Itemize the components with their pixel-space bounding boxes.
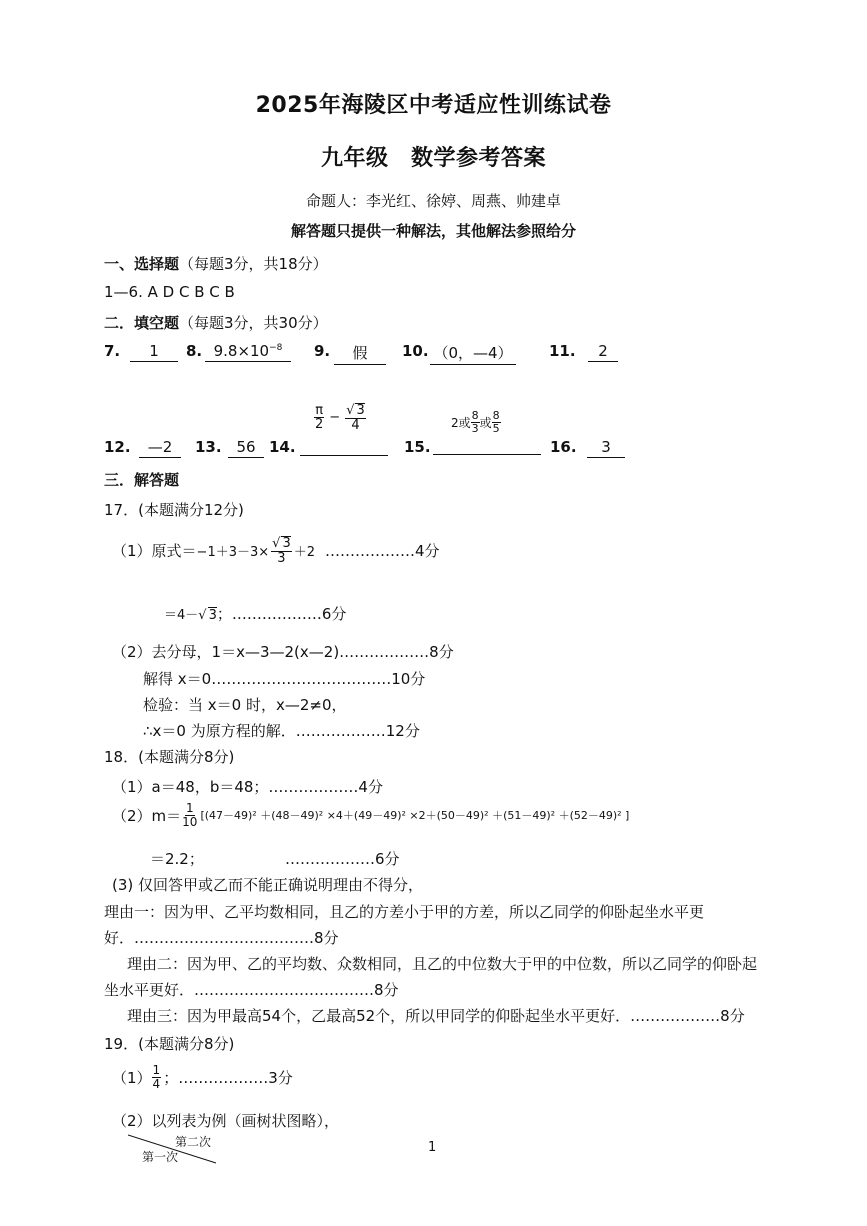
- q14-four: 4: [351, 417, 360, 433]
- q15-fraction-2: $\frac{8}{5}$: [492, 409, 500, 435]
- q15-answer: [433, 410, 541, 455]
- table-left-label: 第一次: [142, 1150, 179, 1164]
- q19-part2: （2）以列表为例（画树状图略），: [112, 1112, 340, 1130]
- q18-reason1-line1: 理由一：因为甲、乙平均数相同，且乙的方差小于甲的方差，所以乙同学的仰卧起坐水平更: [104, 903, 705, 921]
- q17-part1-result: ＝4－√ 3；………………6分: [164, 605, 347, 623]
- q17-p1-points: ………………4分: [325, 542, 440, 561]
- q19-heading: 19．(本题满分8分): [104, 1035, 235, 1053]
- q17-part2-line1: （2）去分母，1＝x—3—2(x—2)………………8分: [112, 643, 454, 661]
- q14-number: 14.: [269, 438, 296, 456]
- q14-minus: −: [329, 410, 341, 426]
- q17-part2-line3: 检验：当 x＝0 时，x—2≠0，: [143, 696, 347, 714]
- section-2-points: （每题3分，共30分）: [179, 314, 328, 332]
- q18-part2-result: ＝2.2；: [150, 850, 204, 868]
- q9-number: 9.: [314, 342, 331, 360]
- q19-p1-fraction: $\frac{1}{4}$: [152, 1063, 161, 1091]
- q19-part1: （1） $\frac{1}{4}$ ；………………3分: [112, 1063, 293, 1091]
- q14-answer: [300, 403, 388, 456]
- grading-note: 解答题只提供一种解法，其他解法参照给分: [290, 222, 576, 240]
- q8-number: 8.: [186, 342, 203, 360]
- page-number: 1: [428, 1140, 437, 1155]
- q18-reason2-line2: 坐水平更好．………………………………8分: [104, 981, 399, 999]
- q17-p1-label: （1）原式＝: [112, 542, 197, 561]
- q12-answer: —2: [139, 438, 181, 458]
- q10-answer: （0，—4）: [430, 342, 516, 365]
- q15-number: 15.: [404, 438, 431, 456]
- q14-pi: π: [315, 402, 324, 418]
- q17-p1-tail: ＋2: [293, 545, 316, 561]
- q13-number: 13.: [195, 438, 222, 456]
- section-3-heading: 三．解答题: [104, 471, 180, 489]
- q9-answer: 假: [334, 342, 386, 365]
- q8-answer-exponent: −8: [269, 343, 283, 353]
- q17-p1-expr: −1＋3－3×: [196, 545, 270, 561]
- q18-part3: (3) 仅回答甲或乙而不能正确说明理由不得分，: [112, 876, 424, 894]
- q8-answer-base: 9.8×10: [213, 342, 270, 360]
- section-2-heading: [104, 312, 328, 333]
- q16-answer: 3: [587, 438, 625, 458]
- q17-heading: 17．(本题满分12分): [104, 501, 244, 519]
- q18-part2: [112, 802, 629, 828]
- q11-answer: 2: [588, 342, 618, 362]
- section-1-answers: 1—6. A D C B C B: [104, 283, 235, 301]
- q18-heading: 18．(本题满分8分): [104, 748, 235, 766]
- q15-fraction-1: $\frac{8}{3}$: [471, 409, 479, 435]
- q18-p2-expr: [(47－49)² ＋(48－49)² ×4＋(49－49)² ×2＋(50－49)² ＋(51－49)² ＋(52－49)² ]: [200, 809, 630, 823]
- q17-part2-line2: 解得 x＝0………………………………10分: [143, 670, 426, 688]
- q15-or: 或: [479, 415, 492, 430]
- q13-answer: 56: [228, 438, 264, 458]
- q14-two: 2: [315, 417, 324, 433]
- q18-p2-label: （2）m＝: [112, 806, 182, 825]
- section-1-heading: [104, 253, 328, 274]
- q19-table-corner-cell: [128, 1133, 218, 1165]
- q18-p2-fraction: $\frac{1}{10}$: [182, 801, 198, 829]
- page-subtitle: 九年级 数学参考答案: [320, 146, 546, 171]
- q15-prefix: 2或: [451, 415, 471, 430]
- authors-line: 命题人：李光红、徐婷、周燕、帅建卓: [305, 192, 561, 210]
- q18-reason1-line2: 好．………………………………8分: [104, 929, 339, 947]
- q10-number: 10.: [402, 342, 429, 360]
- q7-number: 7.: [104, 342, 121, 360]
- page-title: 2025年海陵区中考适应性训练试卷: [255, 93, 612, 118]
- section-1-points: （每题3分，共18分）: [179, 255, 328, 273]
- q8-answer: [205, 342, 291, 362]
- q7-answer: 1: [130, 342, 178, 362]
- q14-root-fraction: $\frac{√ 3}{4}$: [346, 403, 365, 433]
- section-2-title: 二．填空题: [104, 314, 180, 332]
- q14-root: 3: [356, 403, 365, 418]
- q18-part2-points: ………………6分: [285, 850, 400, 868]
- q17-part2-line4: ∴x＝0 为原方程的解．………………12分: [143, 722, 420, 740]
- q14-pi-fraction: [314, 404, 324, 432]
- q17-part1: [112, 536, 440, 565]
- q12-number: 12.: [104, 438, 131, 456]
- q16-number: 16.: [550, 438, 577, 456]
- q18-reason3: 理由三：因为甲最高54个，乙最高52个，所以甲同学的仰卧起坐水平更好．………………8分: [127, 1007, 745, 1025]
- q17-p1-fraction: $\frac{√ 3}{3}$: [272, 536, 291, 566]
- q18-reason2-line1: 理由二：因为甲、乙的平均数、众数相同，且乙的中位数大于甲的中位数，所以乙同学的仰卧起: [127, 955, 758, 973]
- q11-number: 11.: [549, 342, 576, 360]
- q18-part1: （1）a＝48，b＝48；………………4分: [112, 778, 383, 796]
- table-top-label: 第二次: [175, 1135, 212, 1149]
- section-1-title: 一、选择题: [104, 255, 180, 273]
